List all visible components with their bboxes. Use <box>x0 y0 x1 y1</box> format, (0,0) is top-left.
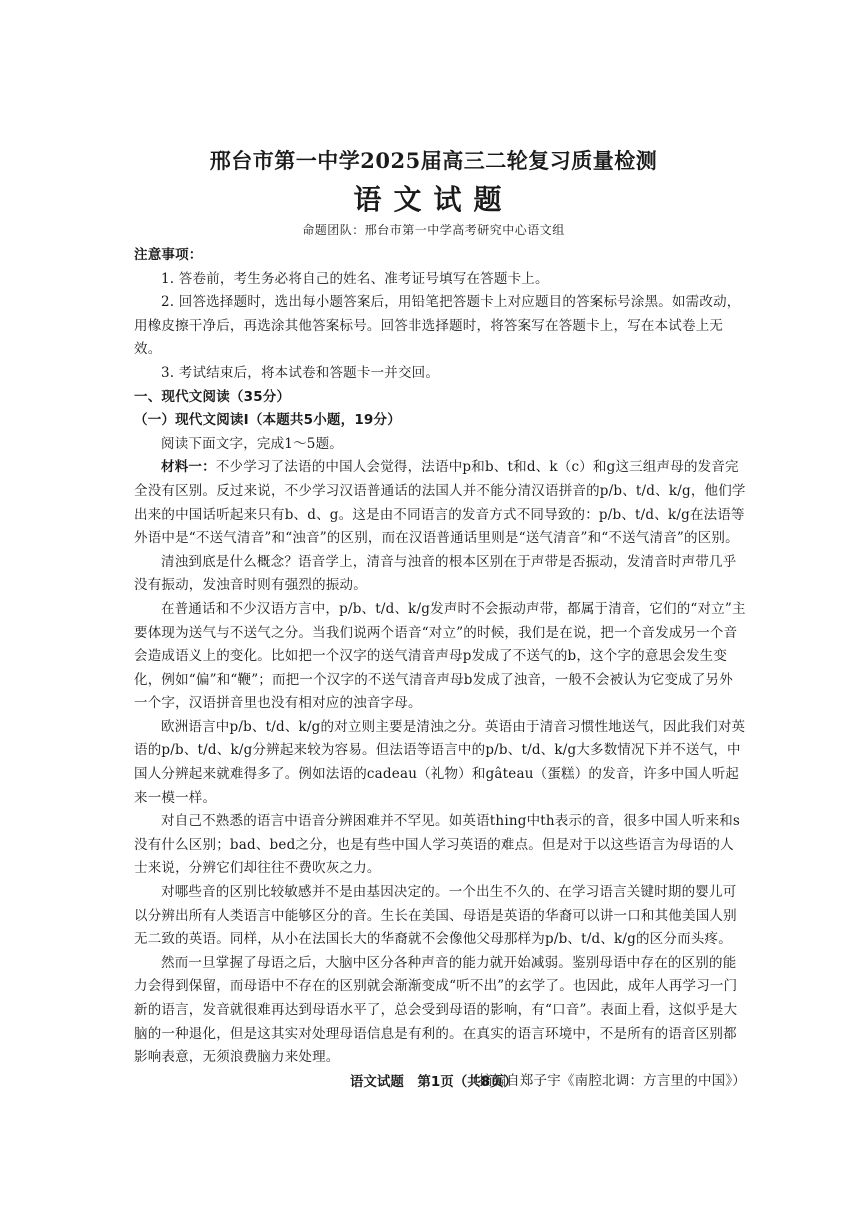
author-team: 命题团队：邢台市第一中学高考研究中心语文组 <box>302 223 565 237</box>
passage-paragraph-5: 对自己不熟悉的语言中语音分辨困难并不罕见。如英语thing中th表示的音，很多中国人听来和s没有什么区别；bad、bed之分，也是有些中国人学习英语的难点。但是对于以这些语言为母语的人士来说，分辨它们却往往不费吹灰之力。 <box>134 813 741 877</box>
passage-paragraph-6: 对哪些音的区别比较敏感并不是由基因决定的。一个出生不久的、在学习语言关键时期的婴儿可以分辨出所有人类语言中能够区分的音。生长在美国、母语是英语的华裔可以讲一口和其他美国人别无二致的英语。同样，从小在法国长大的华裔就不会像他父母那样为p/b、t/d、k/g的区分而头疼。 <box>134 884 737 948</box>
note-item-2: 2. 回答选择题时，选出每小题答案后，用铅笔把答题卡上对应题目的答案标号涂黑。如需改动，用橡皮擦干净后，再选涂其他答案标号。回答非选择题时，将答案写在答题卡上，写在本试卷上无效。 <box>134 294 741 358</box>
notes-heading: 注意事项： <box>134 247 203 263</box>
note-item-1: 1. 答卷前，考生务必将自己的姓名、准考证号填写在答题卡上。 <box>161 270 549 287</box>
passage-paragraph-7: 然而一旦掌握了母语之后，大脑中区分各种声音的能力就开始减弱。鉴别母语中存在的区别的能力会得到保留，而母语中不存在的区别就会渐渐变成“听不出”的玄学了。也因此，成年人再学习一门新的语言，发音就很难再达到母语水平了，总会受到母语的影响，有“口音”。表面上看，这似乎是大脑的一种退化，但是这其实对处理母语信息是有利的。在真实的语言环境中，不是所有的语音区别都影响表意，无须浪费脑力来处理。 <box>134 954 738 1066</box>
passage-source: （摘编自郑子宇《南腔北调：方言里的中国》） <box>465 1072 746 1089</box>
passage-paragraph-3: 在普通话和不少汉语方言中，p/b、t/d、k/g发声时不会振动声带，都属于清音，它们的“对立”主要体现为送气与不送气之分。当我们说两个语音“对立”的时候，我们是在说，把一个音发成另一个音会造成语义上的变化。比如把一个汉字的送气清音声母p发成了不送气的b，这个字的意思会发生变化，例如“偏”和“鞭”；而把一个汉字的不送气清音声母b发成了浊音，一般不会被认为它变成了另外一个字，汉语拼音里也没有相对应的浊音字母。 <box>134 600 746 712</box>
note-item-3: 3. 考试结束后，将本试卷和答题卡一并交回。 <box>161 364 440 381</box>
passage-paragraph-2: 清浊到底是什么概念？语音学上，清音与浊音的根本区别在于声带是否振动，发清音时声带几乎没有振动，发浊音时则有强烈的振动。 <box>134 553 737 594</box>
subsection-heading: （一）现代文阅读Ⅰ（本题共5小题，19分） <box>134 412 401 429</box>
section-heading: 一、现代文阅读（35分） <box>134 388 291 405</box>
exam-title: 邢台市第一中学2025届高三二轮复习质量检测 <box>209 148 658 173</box>
page-footer: 语文试题 第1页（共8页） <box>349 1074 518 1090</box>
passage-paragraph-4: 欧洲语言中p/b、t/d、k/g的对立则主要是清浊之分。英语由于清音习惯性地送气，因此我们对英语的p/b、t/d、k/g分辨起来较为容易。但法语等语言中的p/b、t/d、k/g大多数情况下并不送气，中国人分辨起来就难得多了。例如法语的cadeau（礼物）和gâteau（蛋糕）的发音，许多中国人听起来一模一样。 <box>134 718 746 806</box>
page-content <box>134 244 746 1093</box>
passage-paragraph-1 <box>134 456 746 550</box>
paragraph-text: 不少学习了法语的中国人会觉得，法语中p和b、t和d、k（c）和g这三组声母的发音完全没有区别。反过来说，不少学习汉语普通话的法国人并不能分清汉语拼音的p/b、t/d、k/g，他们学出来的中国话听起来只有b、d、g。这是由不同语言的发音方式不同导致的：p/b、t/d、k/g在法语等外语中是“不送气清音”和“浊音”的区别，而在汉语普通话里则是“送气清音”和“不送气清音”的区别。 <box>134 459 746 547</box>
reading-instruction: 阅读下面文字，完成1～5题。 <box>161 435 343 452</box>
material-label: 材料一： <box>161 459 216 476</box>
subject-title: 语文试题 <box>353 183 514 216</box>
